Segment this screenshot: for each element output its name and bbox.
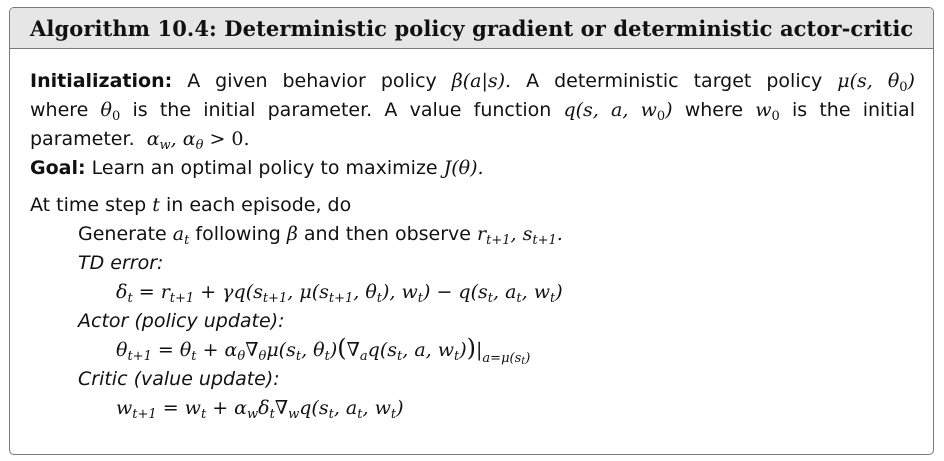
value-function-formula: q(s, a, $w_0$)	[563, 99, 673, 124]
step-sizes-formula: $\alpha_w$, $\alpha_\theta > 0$.	[140, 128, 250, 153]
td-error-formula: $\delta_t = r_{t+1} + \gamma q(s_{t+1}$, $\mu(s_{t+1}$, $\theta_t$), $w_t) - q(s_t$, $a_t$, $w_t$)	[116, 281, 563, 306]
loop-text-2: in each episode, do	[165, 194, 352, 216]
critic-update-formula: $w_{t+1} = w_t + \alpha_w\delta_t\nabla_wq(s_t$, $a_t$, $w_t$)	[116, 397, 404, 422]
target-policy-formula: μ(s, $\theta_0$)	[837, 70, 915, 95]
initialization-line-2	[30, 96, 915, 125]
generate-line	[30, 220, 915, 249]
reward-state-formula: $r_{t+1}$, $s_{t+1}$.	[477, 223, 563, 248]
behavior-policy-formula: β(a|s).	[451, 70, 512, 92]
init-text-3: where	[30, 99, 89, 121]
init-text-5: where	[684, 99, 744, 121]
generate-text-2: following	[195, 223, 281, 245]
algorithm-body	[10, 49, 933, 423]
w0-symbol: $w_0$	[755, 99, 780, 124]
td-error-label: TD error:	[78, 252, 164, 274]
objective-formula: J(θ).	[443, 157, 484, 179]
actor-update-formula: $\theta_{t+1} = \theta_t + \alpha_\theta\nabla_\theta\mu(s_t$, $\theta_t)(\nabla_aq(s_t$, a, $w_t))|_{a=\mu(s_t)}$	[116, 334, 531, 367]
algorithm-title-bar	[10, 8, 933, 49]
initialization-label: Initialization:	[30, 70, 173, 92]
t-symbol: t	[152, 194, 160, 216]
loop-line	[30, 191, 915, 220]
goal-label: Goal:	[30, 157, 86, 179]
algorithm-box	[9, 7, 934, 455]
critic-label: Critic (value update):	[78, 368, 280, 390]
init-text-1: A given behavior policy	[187, 70, 437, 92]
init-text-2: A deterministic target policy	[526, 70, 823, 92]
init-text-7: parameter.	[30, 128, 135, 150]
theta0-symbol: $\theta_0$	[100, 99, 121, 124]
init-text-4: is the initial parameter. A value function	[132, 99, 552, 121]
action-symbol: $a_t$	[172, 223, 190, 248]
algorithm-title: Algorithm 10.4: Deterministic policy gradient or deterministic actor-critic	[30, 15, 914, 41]
generate-text-3: and then observe	[303, 223, 471, 245]
loop-text-1: At time step	[30, 194, 147, 216]
initialization-line-1	[30, 67, 915, 96]
initialization-line-3	[30, 125, 915, 154]
init-text-6: is the initial	[792, 99, 915, 121]
generate-text-1: Generate	[78, 223, 167, 245]
goal-text: Learn an optimal policy to maximize	[91, 157, 438, 179]
beta-symbol: β	[286, 223, 298, 245]
actor-label: Actor (policy update):	[78, 310, 285, 332]
goal-line	[30, 154, 915, 183]
